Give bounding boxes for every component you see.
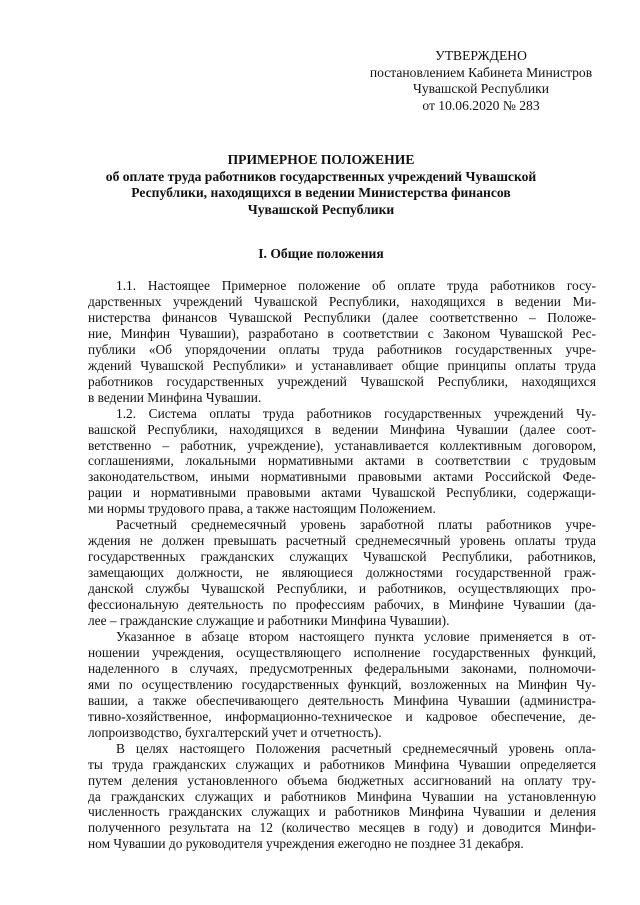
paragraph	[88, 517, 596, 629]
paragraph-line: лопроизводство, бухгалтерский учет и отчетность).	[88, 724, 382, 740]
paragraph-line: ние, Минфин Чувашии), разработано в соответствии с Законом Чувашской Рес-	[88, 325, 596, 341]
approval-line: от 10.06.2020 № 283	[422, 97, 540, 113]
paragraph	[88, 406, 596, 518]
paragraph-line: численность гражданских служащих и работников Минфина Чувашии и деления	[88, 804, 596, 820]
paragraph-line: Указанное в абзаце втором настоящего пункта условие применяется в от-	[116, 628, 596, 644]
paragraph-line: ждения не должен превышать расчетный среднемесячный уровень оплаты труда	[88, 533, 596, 549]
approval-line: постановлением Кабинета Министров	[369, 64, 593, 80]
section-heading: I. Общие положения	[258, 246, 384, 261]
paragraph-line: ношении учреждения, осуществляющего исполнение государственных функций,	[88, 644, 596, 660]
paragraph-line: замещающих должности, не являющиеся должностями государственной граж-	[88, 565, 596, 581]
title-line: Чувашской Республики	[247, 201, 395, 217]
paragraph-line: соглашениями, локальными нормативными актами в соответствии с трудовым	[88, 453, 596, 469]
approval-line: Чувашской Республики	[413, 81, 549, 96]
paragraph-line: вашии, а также обеспечивающего деятельность Минфина Чувашии (администра-	[88, 692, 596, 708]
paragraph-line: нистерства финансов Чувашской Республики (далее соответственно – Положе-	[88, 309, 596, 325]
approval-stamp	[356, 48, 606, 114]
paragraph-line: 1.2. Система оплаты труда работников государственных учреждений Чу-	[116, 405, 596, 421]
title-line: Республики, находящихся в ведении Министерства финансов	[131, 185, 511, 200]
paragraph-line: лее – гражданские служащие и работники Минфина Чувашии).	[88, 613, 450, 629]
document-title	[90, 152, 552, 218]
paragraph-line: 1.1. Настоящее Примерное положение об оплате труда работников госу-	[116, 278, 596, 293]
paragraph-line: ми нормы трудового права, а также настоящим Положением.	[88, 501, 436, 517]
paragraph-line: государственных гражданских служащих Чувашской Республики, работников,	[88, 549, 596, 565]
title-line: ПРИМЕРНОЕ ПОЛОЖЕНИЕ	[227, 152, 415, 167]
paragraph-line: работников государственных учреждений Чувашской Республики, находящихся	[88, 373, 596, 389]
paragraph-line: ты труда гражданских служащих и работников Минфина Чувашии определяется	[88, 756, 596, 772]
paragraph-line: полученного результата на 12 (количество месяцев в году) и доводится Минфи-	[88, 820, 596, 836]
paragraph-line: законодательством, иными нормативными правовыми актами Российской Феде-	[88, 469, 596, 485]
paragraph-line: ном Чувашии до руководителя учреждения ежегодно не позднее 31 декабря.	[88, 836, 524, 852]
paragraph-line: В целях настоящего Положения расчетный среднемесячный уровень опла-	[116, 740, 596, 756]
paragraph-line: данской службы Чувашской Республики, и работников, осуществляющих про-	[88, 581, 596, 597]
paragraph-line: публики «Об упорядочении оплаты труда работников государственных учре-	[88, 341, 596, 357]
paragraph-line: ветственно – работник, учреждение), устанавливается коллективным договором,	[88, 437, 596, 453]
paragraph	[88, 278, 596, 406]
document-body	[88, 278, 596, 852]
paragraph-line: Расчетный среднемесячный уровень заработной платы работников учре-	[116, 517, 596, 533]
title-line: об оплате труда работников государственных учреждений Чувашской	[105, 168, 537, 184]
paragraph-line: дарственных учреждений Чувашской Республики, находящихся в ведении Ми-	[88, 293, 596, 309]
paragraph-line: рации и нормативными правовыми актами Чувашской Республики, содержащи-	[88, 485, 596, 501]
paragraph-line: да гражданских служащих и работников Минфина Чувашии на установленную	[88, 788, 596, 804]
paragraph-line: фессиональную деятельность по профессиям рабочих, в Минфине Чувашии (да-	[88, 597, 596, 613]
paragraph-line: в ведении Минфина Чувашии.	[88, 389, 262, 405]
approval-line: УТВЕРЖДЕНО	[435, 48, 527, 63]
paragraph-line: наделенного в случаях, предусмотренных федеральными законами, полномочи-	[88, 660, 596, 676]
paragraph-line: вашской Республики, находящихся в ведении Минфина Чувашии (далее соот-	[88, 421, 596, 437]
paragraph	[88, 741, 596, 853]
paragraph-line: ждений Чувашской Республики» и устанавливает общие принципы оплаты труда	[88, 357, 596, 373]
paragraph-line: тивно-хозяйственное, информационно-техническое и кадровое обеспечение, де-	[88, 708, 596, 724]
paragraph-line: путем деления установленного объема бюджетных ассигнований на оплату тру-	[88, 772, 596, 788]
paragraph	[88, 629, 596, 741]
paragraph-line: ями по осуществлению государственных функций, возложенных на Минфин Чу-	[88, 676, 596, 692]
